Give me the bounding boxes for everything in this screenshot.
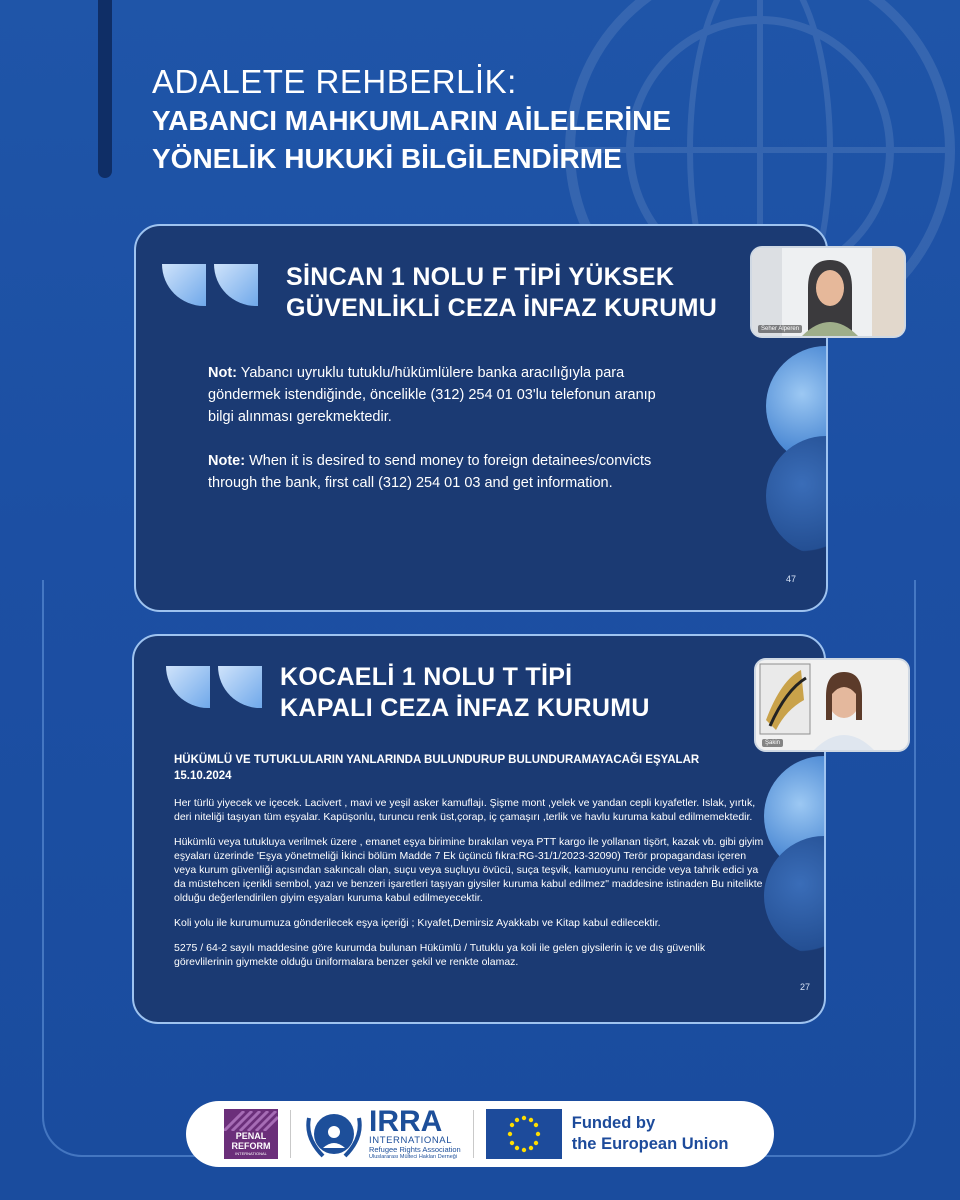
page-header [152,62,671,178]
card-title [280,662,650,724]
header-title-line1: ADALETE REHBERLİK: [152,63,517,100]
quote-mark-icon [162,264,258,306]
video-tile-participant-1 [750,246,906,338]
header-title-line3: YÖNELİK HUKUKİ BİLGİLENDİRME [152,143,622,174]
page-number: 47 [785,574,796,584]
partner-logo-bar [186,1101,774,1167]
participant-avatar-icon [756,660,908,750]
pri-text: INTERNATIONAL [235,1151,267,1156]
irra-subtitle: INTERNATIONAL [369,1135,453,1146]
pri-text: PENAL [235,1131,267,1141]
participant-name: Şakin [762,739,783,747]
eu-flag-icon [486,1109,562,1159]
decor-circle [766,436,828,556]
rules-paragraph: Her türlü yiyecek ve içecek. Lacivert , mavi ve yeşil asker kamuflajı. Şişme mont ,yelek ve yandan cepli kıyafetler. Islak, yırtık, deri niteliği taşıyan tüm eşyalar. Kapüşonlu, turuncu renk üst,çorap, iç çamaşırı ,terlik ve havlu kuruma kabul edilmemektedir. [174,797,756,823]
rules-paragraph: 5275 / 64-2 sayılı maddesine göre kurumda bulunan Hükümlü / Tutuklu ya koli ile gelen giysilerin iç ve dış güvenlik görevlilerinin giymekte olduğu üniformalara benzer şekil ve renkte olamaz. [174,942,706,968]
eu-funding-text [572,1113,729,1155]
logo-divider [473,1110,474,1158]
slide-card-kocaeli [132,634,826,1024]
card-title-line2: KAPALI CEZA İNFAZ KURUMU [280,694,650,722]
rules-paragraph: Hükümlü veya tutukluya verilmek üzere , emanet eşya birimine bırakılan veya PTT kargo ile yollanan tişört, kazak vb. gibi giyim eşyaları üzerinde 'Eşya yönetmeliği İkinci bölüm Madde 7 Ek üçüncü fıkra:RG-31/1/2023-32090) Terör propagandası içeren veya kurum güvenliği açısından sakıncalı olan, suçu veya suçluyu övücü, suça teşvik, kamuoyunu rencide veya tahrik edici ya da müstehcen içerikli sembol, yazı ve benzeri işaretleri taşıyan giysiler kuruma kabul edilmez" maddesine istinaden Bu nitelikte olduğu değerlendirilen giyim eşyaları kuruma kabul edilmeyecektir. [174,836,764,904]
subheading-title: HÜKÜMLÜ VE TUTUKLULARIN YANLARINDA BULUNDURUP BULUNDURAMAYACAĞI EŞYALAR [174,754,700,766]
irra-wordmark: IRRA [369,1105,443,1138]
note-en [208,450,678,494]
irra-subtitle: Refugee Rights Association [369,1145,461,1154]
card-title-line1: SİNCAN 1 NOLU F TİPİ YÜKSEK [286,263,675,291]
irra-subtitle: Uluslararası Mülteci Hakları Derneği [369,1154,458,1160]
logo-divider [290,1110,291,1158]
slide-card-sincan [134,224,828,612]
card-title-line2: GÜVENLİKLİ CEZA İNFAZ KURUMU [286,294,718,322]
participant-avatar-icon [752,248,904,336]
rules-paragraph: Koli yolu ile kurumumuza gönderilecek eşya içeriği ; Kıyafet,Demirsiz Ayakkabı ve Kitap kabul edilecektir. [174,917,661,929]
eu-text-line1: Funded by [571,1114,656,1132]
participant-name: Seher Alperen [758,325,802,333]
header-title-line2: YABANCI MAHKUMLARIN AİLELERİNE [152,105,672,136]
subheading-date: 15.10.2024 [174,770,232,782]
note-en-text: When it is desired to send money to foreign detainees/convicts through the bank, first call (312) 254 01 03 and get information. [208,453,652,491]
irra-logo [303,1105,461,1160]
stripes-icon [224,1111,278,1131]
quote-mark-icon [166,666,262,708]
header-accent-bar [98,0,112,178]
pri-text: REFORM [231,1141,271,1151]
rules-text [174,796,764,980]
note-en-label: Note: [208,453,246,469]
card-title [286,262,717,324]
note-text: Yabancı uyruklu tutuklu/hükümlülere banka aracılığıyla para göndermek istendiğinde, öncelikle (312) 254 01 03'lu telefonun aranıp bilgi alınması gerekmektedir. [208,365,656,425]
card-title-line1: KOCAELİ 1 NOLU T TİPİ [280,663,573,691]
page-number: 27 [799,982,810,992]
eu-text-line2: the European Union [571,1135,729,1153]
list-subheading [174,752,774,784]
note-label: Not: [208,365,237,381]
laurel-emblem-icon [303,1108,365,1160]
note-tr [208,362,678,428]
video-tile-participant-2 [754,658,910,752]
decor-circle [764,836,826,956]
penal-reform-international-logo [224,1109,278,1159]
